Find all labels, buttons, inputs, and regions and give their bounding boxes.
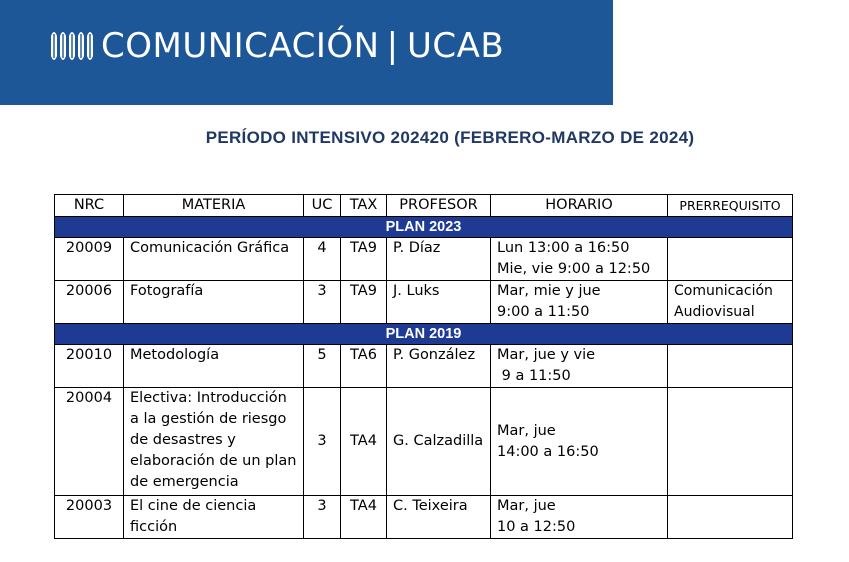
- cell-tax: TA4: [341, 496, 387, 539]
- materia-line: Fotografía: [130, 283, 204, 299]
- materia-line: de emergencia: [130, 474, 239, 490]
- cell-tax: TA4: [341, 388, 387, 496]
- horario-line: 10 a 12:50: [497, 519, 576, 535]
- cell-materia: [124, 388, 304, 496]
- horario-line: Mie, vie 9:00 a 12:50: [497, 261, 651, 277]
- cell-prerrequisito: [668, 496, 793, 539]
- cell-prerrequisito: [668, 238, 793, 281]
- plan-row: [55, 324, 793, 345]
- header-banner: [0, 0, 613, 105]
- cell-uc: 5: [304, 345, 341, 388]
- schedule-table: [54, 194, 793, 539]
- cell-prerrequisito: [668, 281, 793, 324]
- column-header-horario: HORARIO: [491, 195, 668, 217]
- cell-horario: [491, 345, 668, 388]
- cell-profesor: C. Teixeira: [387, 496, 491, 539]
- logo-separator: |: [386, 26, 399, 66]
- column-header-prerrequisito: PRERREQUISITO: [668, 195, 793, 217]
- cell-horario: [491, 496, 668, 539]
- page-title: [0, 128, 849, 148]
- cell-uc: 3: [304, 496, 341, 539]
- table-row: [55, 496, 793, 539]
- cell-nrc: 20010: [55, 345, 124, 388]
- cell-tax: TA9: [341, 281, 387, 324]
- horario-line: Lun 13:00 a 16:50: [497, 240, 630, 256]
- cell-nrc: 20004: [55, 388, 124, 496]
- table-row: [55, 281, 793, 324]
- materia-line: de desastres y: [130, 432, 236, 448]
- materia-line: Electiva: Introducción: [130, 390, 287, 406]
- cell-tax: TA9: [341, 238, 387, 281]
- materia-line: Metodología: [130, 347, 220, 363]
- materia-line: a la gestión de riesgo: [130, 411, 287, 427]
- ucab-columns-logo-icon: [49, 26, 97, 66]
- plan-label: PLAN 2019: [55, 324, 793, 345]
- table-header-row: [55, 195, 793, 217]
- materia-line: El cine de ciencia: [130, 498, 257, 514]
- cell-materia: [124, 345, 304, 388]
- column-header-profesor: PROFESOR: [387, 195, 491, 217]
- horario-line: Mar, jue y vie: [497, 347, 596, 363]
- cell-nrc: 20003: [55, 496, 124, 539]
- materia-line: Comunicación Gráfica: [130, 240, 290, 256]
- horario-line: 14:00 a 16:50: [497, 443, 599, 460]
- horario-line: Mar, jue: [497, 498, 556, 514]
- cell-tax: TA6: [341, 345, 387, 388]
- column-header-materia: MATERIA: [124, 195, 304, 217]
- cell-profesor: P. González: [387, 345, 491, 388]
- column-header-tax: TAX: [341, 195, 387, 217]
- plan-label: PLAN 2023: [55, 217, 793, 238]
- cell-nrc: 20006: [55, 281, 124, 324]
- cell-profesor: P. Díaz: [387, 238, 491, 281]
- materia-line: elaboración de un plan: [130, 453, 297, 469]
- plan-row: [55, 217, 793, 238]
- cell-profesor: J. Luks: [387, 281, 491, 324]
- page-title-text: PERÍODO INTENSIVO 202420 (FEBRERO-MARZO DE 2024): [205, 128, 695, 147]
- cell-uc: 3: [304, 281, 341, 324]
- cell-horario: [491, 281, 668, 324]
- column-header-nrc: NRC: [55, 195, 124, 217]
- table-row: [55, 345, 793, 388]
- prerrequisito-line: Audiovisual: [674, 304, 755, 320]
- table-row: [55, 388, 793, 496]
- materia-line: ficción: [130, 519, 178, 535]
- ucab-logo[interactable]: [49, 26, 504, 66]
- horario-line: 9:00 a 11:50: [497, 304, 590, 320]
- cell-profesor: G. Calzadilla: [387, 388, 491, 496]
- column-header-uc: UC: [304, 195, 341, 217]
- cell-materia: [124, 281, 304, 324]
- cell-horario: [491, 388, 668, 496]
- cell-prerrequisito: [668, 345, 793, 388]
- cell-uc: 4: [304, 238, 341, 281]
- cell-uc: 3: [304, 388, 341, 496]
- table-row: [55, 238, 793, 281]
- logo-text: COMUNICACIÓN: [101, 26, 380, 66]
- cell-prerrequisito: [668, 388, 793, 496]
- horario-line: 9 a 11:50: [497, 368, 571, 384]
- prerrequisito-line: Comunicación: [674, 283, 773, 299]
- cell-horario: [491, 238, 668, 281]
- cell-materia: [124, 496, 304, 539]
- horario-line: Mar, mie y jue: [497, 283, 601, 299]
- horario-line: Mar, jue: [497, 422, 556, 439]
- logo-sub: UCAB: [407, 26, 505, 66]
- cell-materia: [124, 238, 304, 281]
- cell-nrc: 20009: [55, 238, 124, 281]
